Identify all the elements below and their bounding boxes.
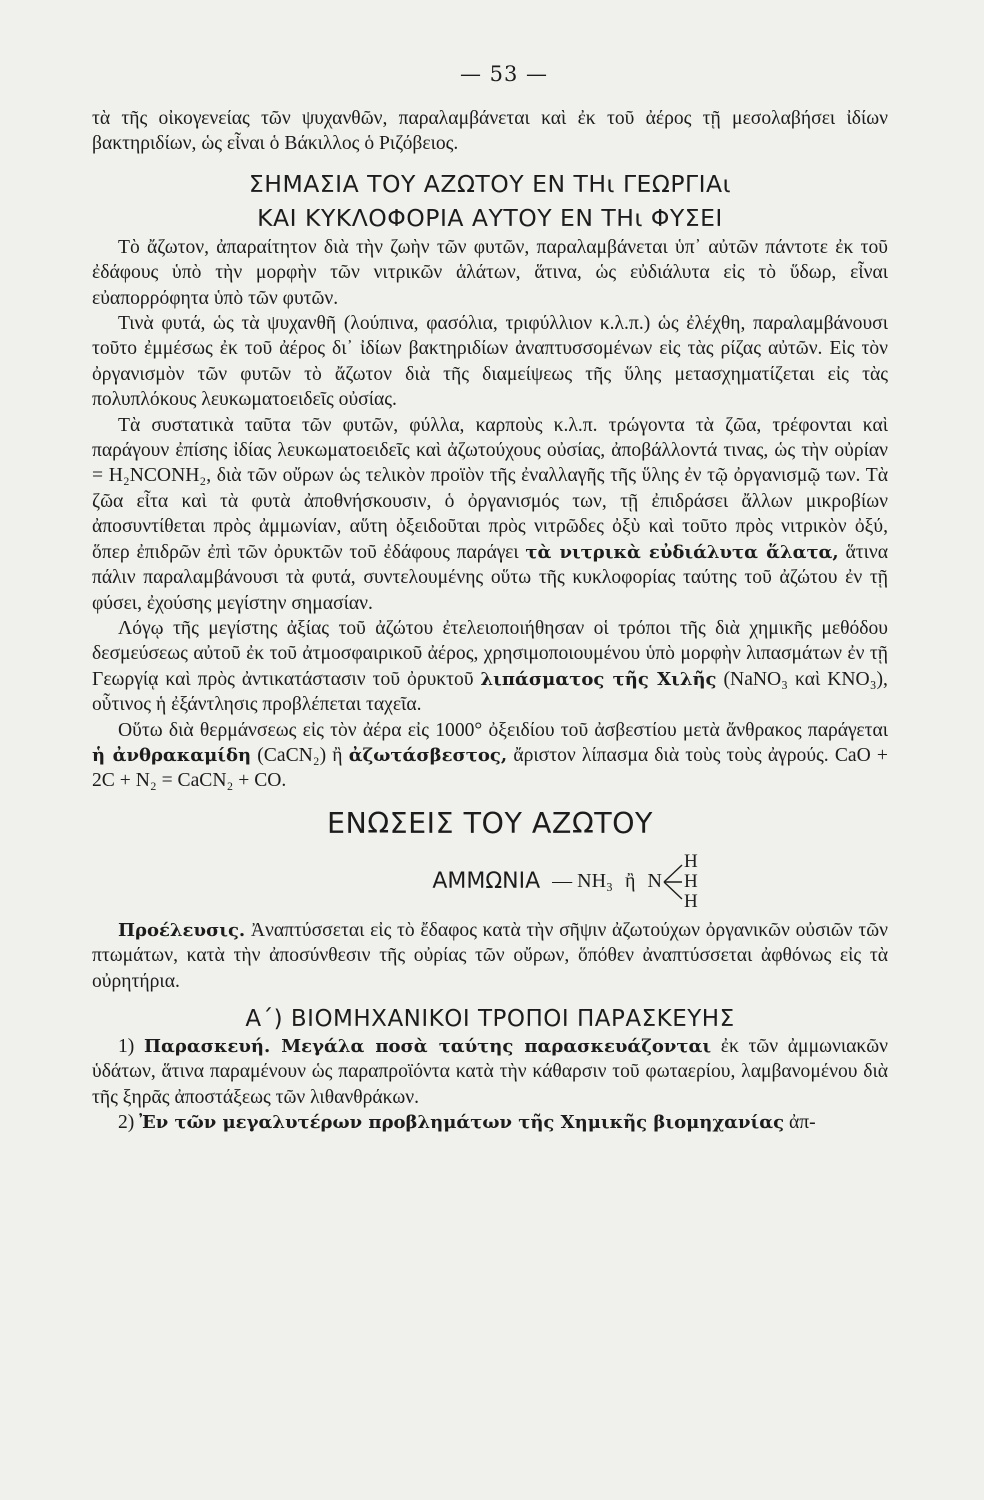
structure-bonds	[662, 857, 684, 907]
fixation-text-b: (NaNO₃ καὶ KNO₃), οὗτινος ἡ ἐξάντλησις προβλέπεται ταχεῖα.	[92, 668, 888, 716]
ammonia-structure	[647, 852, 697, 912]
origin-label: Προέλευσις.	[118, 919, 246, 941]
cyanamide-text-b: (CaCN₂) ἢ	[257, 744, 343, 766]
nitrogen-cycle-text-b: ἅτινα πάλιν παραλαμβάνουσι τὰ φυτά, συντελουμένης οὕτω τῆς κυκλοφορίας ταύτης τοῦ ἀζώτου ἐν τῇ φύσει, ἐχούσης μεγίστην σημασίαν.	[92, 541, 888, 614]
item-2-heading: Ἐν τῶν μεγαλυτέρων προβλημάτων τῆς Χημικῆς βιομηχανίας	[139, 1112, 785, 1134]
compounds-title: ΕΝΩΣΕΙΣ ΤΟΥ ΑΖΩΤΟΥ	[327, 806, 653, 840]
paragraph-nitrogen-cycle	[92, 413, 888, 616]
item-2-text: ἀπ-	[788, 1112, 816, 1134]
paragraph-legumes: Τινὰ φυτά, ὡς τὰ ψυχανθῆ (λούπινα, φασόλια, τριφύλλιον κ.λ.π.) ὡς ἐλέχθη, παραλαμβάνουσι τοῦτο ἐμμέσως ἐκ τοῦ ἀέρος δι᾽ ἰδίων βακτηριδίων ἀναπτυσσομένων εἰς τὰς ρίζας αὐτῶν. Εἰς τὸν ὀργανισμὸν τῶν φυτῶν τὸ ἄζωτον διὰ τῆς διαμείψεως τῆς ὕλης μετασχηματίζεται εἰς τὰς πολυπλόκους λευκωματοειδεῖς οὐσίας.	[92, 313, 888, 411]
nitrogen-cycle-text-a: Τὰ συστατικὰ ταῦτα τῶν φυτῶν, φύλλα, καρποὺς κ.λ.π. τρώγοντα τὰ ζῶα, τρέφονται καὶ παράγουν ἐπίσης ἰδίας λευκωματοειδεῖς καὶ ἀζωτούχους οὐσίας, ἀποβάλλοντά τινας, ὡς τὴν οὐρίαν = H₂NCONH₂, διὰ τῶν οὔρων ὡς τελικὸν προϊὸν τῆς ἐναλλαγῆς τῆς ὕλης ἐν τῷ ὀργανισμῷ των. Τὰ ζῶα εἶτα καὶ τὰ φυτὰ ἀποθνήσκουσιν, ὁ ὀργανισμός των, τῇ ἐπιδράσει ἄλλων μικροβίων ἀποσυντίθεται πρὸς ἀμμωνίαν, αὕτη ὀξειδοῦται πρὸς νιτρῶδες ὀξὺ καὶ τοῦτο πρὸς νιτρικὸν ὀξύ, ὅπερ ἐπιδρῶν ἐπὶ τῶν ὀρυκτῶν τοῦ ἐδάφους παράγει	[92, 414, 888, 563]
item-1-number: 1)	[118, 1035, 135, 1057]
hydrogen-1: H	[683, 850, 698, 872]
item-1-text: ἐκ τῶν ἀμμωνιακῶν ὑδάτων, ἅτινα παραμένουν ὡς παραπροϊόντα κατὰ τὴν κάθαρσιν τοῦ φωταερίου, λαμβανομένου διὰ τῆς ξηρᾶς ἀποστάξεως τῶν λιθανθράκων.	[92, 1035, 888, 1108]
list-item-preparation	[92, 1034, 888, 1110]
structure-hydrogens	[684, 852, 698, 912]
nitrolime-highlight: ἀζωτάσβεστος,	[348, 744, 508, 766]
bond-lower	[664, 882, 682, 899]
item-2-number: 2)	[118, 1112, 135, 1134]
ammonia-formula-line	[242, 852, 888, 912]
cyanamide-text-a: Οὕτω διὰ θερμάνσεως εἰς τὸν ἀέρα εἰς 1000° ὀξειδίου τοῦ ἀσβεστίου μετὰ ἄνθρακος παράγεται	[118, 719, 888, 741]
chile-saltpeter-highlight: λιπάσματος τῆς Χιλῆς	[480, 668, 717, 690]
fixation-text-a: Λόγῳ τῆς μεγίστης ἀξίας τοῦ ἀζώτου ἐτελειοποιήθησαν οἱ τρόποι τῆς διὰ χημικῆς μεθόδου δεσμεύσεως αὐτοῦ ἐκ τοῦ ἀτμοσφαιρικοῦ ἀέρος, χρησιμοποιουμένου ὑπὸ μορφὴν λιπασμάτων ἐν τῇ Γεωργίᾳ καὶ πρὸς ἀντικατάστασιν τοῦ ὀρυκτοῦ	[92, 617, 888, 690]
bond-upper	[664, 865, 682, 882]
origin-text: Ἀναπτύσσεται εἰς τὸ ἔδαφος κατὰ τὴν σῆψιν ἀζωτούχων ὀργανικῶν οὐσιῶν τῶν πτωμάτων, κατὰ τὴν ἀποσύνθεσιν τῆς οὐρίας τῶν οὔρων, ὅπόθεν ἀναπτύσσεται ἀφθόνως εἰς τὰ οὐρητήρια.	[92, 919, 888, 992]
item-1-heading: Παρασκευή. Μεγάλα ποσὰ ταύτης παρασκευάζονται	[144, 1035, 712, 1057]
nitrates-highlight: τὰ νιτρικὰ εὐδιάλυτα ἅλατα,	[525, 541, 839, 563]
paragraph-fixation	[92, 616, 888, 718]
paragraph-cyanamide	[92, 718, 888, 794]
paragraph-origin	[92, 918, 888, 994]
paragraph-nitrogen-importance: Τὸ ἄζωτον, ἀπαραίτητον διὰ τὴν ζωὴν τῶν φυτῶν, παραλαμβάνεται ὑπ᾽ αὐτῶν πάντοτε ἐκ τοῦ ἐδάφους ὑπὸ τὴν μορφὴν τῶν νιτρικῶν ἁλάτων, ἅτινα, ὡς εὐδιάλυτα εἰς τὸ ὕδωρ, εἶναι εὐαπορρόφητα ὑπὸ τῶν φυτῶν.	[92, 236, 888, 309]
section-title-line-1: ΣΗΜΑΣΙΑ ΤΟΥ ΑΖΩΤΟΥ ΕΝ ΤΗι ΓΕΩΡΓΙΑι	[248, 169, 732, 198]
ammonia-or: ἢ	[625, 870, 636, 893]
ammonia-label: ΑΜΜΩΝΙΑ	[432, 869, 541, 895]
hydrogen-2: H	[683, 870, 698, 892]
structure-nitrogen: N	[647, 870, 662, 893]
section-title-line-2: ΚΑΙ ΚΥΚΛΟΦΟΡΙΑ ΑΥΤΟΥ ΕΝ ΤΗι ΦΥΣΕΙ	[257, 203, 723, 232]
list-item-problem	[92, 1110, 888, 1135]
ammonia-formula: — NH₃	[552, 870, 614, 893]
intro-paragraph: τὰ τῆς οἰκογενείας τῶν ψυχανθῶν, παραλαμβάνεται καὶ ἐκ τοῦ ἀέρος τῇ μεσολαβήσει ἰδίων βακτηριδίων, ὡς εἶναι ὁ Βάκιλλος ὁ Ριζόβειος.	[92, 108, 888, 155]
page-number: — 53 —	[459, 62, 549, 86]
cyanamide-text-c: ἄριστον λίπασμα διὰ τοὺς τοὺς ἀγρούς. CaO + 2C + N₂ = CaCN₂ + CO.	[92, 744, 888, 792]
cyanamide-highlight: ἡ ἀνθρακαμίδη	[92, 744, 252, 766]
industrial-methods-title: Α΄) ΒΙΟΜΗΧΑΝΙΚΟΙ ΤΡΟΠΟΙ ΠΑΡΑΣΚΕΥΗΣ	[245, 1005, 735, 1032]
hydrogen-3: H	[683, 890, 698, 912]
